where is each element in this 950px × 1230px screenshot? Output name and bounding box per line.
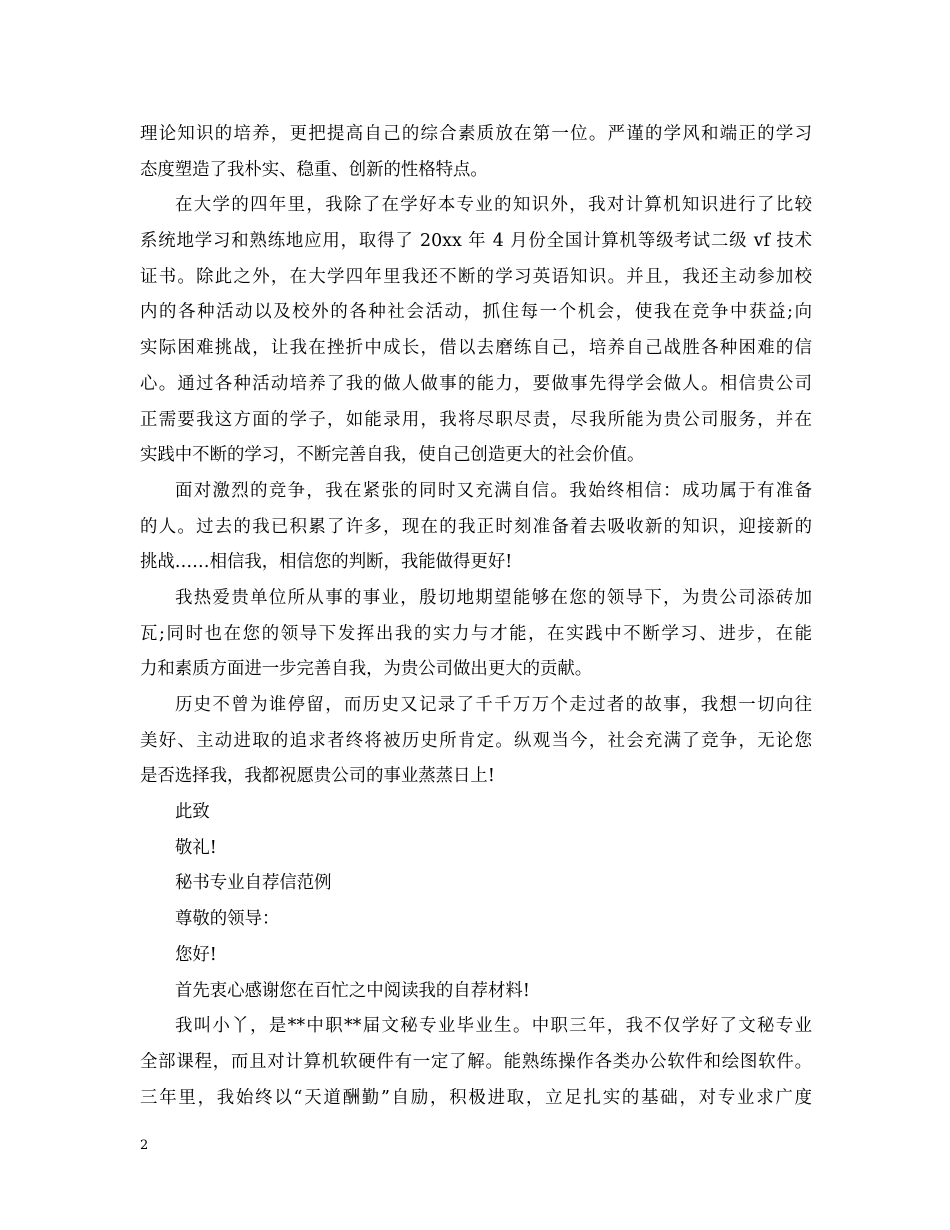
text-line: 是否选择我，我都祝愿贵公司的事业蒸蒸日上! — [140, 766, 495, 787]
text-line: 力和素质方面进一步完善自我，为贵公司做出更大的贡献。 — [140, 659, 593, 680]
text-line: 瓦;同时也在您的领导下发挥出我的实力与才能，在实践中不断学习、进步，在能 — [140, 623, 812, 644]
text-line: 心。通过各种活动培养了我的做人做事的能力，要做事先得学会做人。相信贵公司 — [140, 373, 812, 394]
text-line: 您好! — [175, 944, 217, 965]
text-line: 此致 — [175, 802, 210, 823]
text-line: 秘书专业自荐信范例 — [175, 873, 332, 894]
page-number: 2 — [140, 1138, 149, 1153]
text-line: 全部课程，而且对计算机软硬件有一定了解。能熟练操作各类办公软件和绘图软件。 — [140, 1051, 812, 1072]
text-line: 态度塑造了我朴实、稳重、创新的性格特点。 — [140, 159, 488, 180]
text-line: 我热爱贵单位所从事的事业，殷切地期望能够在您的领导下，为贵公司添砖加 — [175, 587, 812, 608]
text-line: 理论知识的培养，更把提高自己的综合素质放在第一位。严谨的学风和端正的学习 — [140, 124, 812, 144]
body-text — [140, 117, 812, 1116]
text-line: 面对激烈的竞争，我在紧张的同时又充满自信。我始终相信：成功属于有准备 — [175, 480, 812, 501]
text-line: 历史不曾为谁停留，而历史又记录了千千万万个走过者的故事，我想一切向往 — [175, 695, 812, 715]
text-line: 证书。除此之外，在大学四年里我还不断的学习英语知识。并且，我还主动参加校 — [140, 266, 812, 287]
text-line: 敬礼! — [175, 837, 217, 858]
text-line: 挑战……相信我，相信您的判断，我能做得更好! — [140, 552, 513, 573]
text-line: 我叫小丫，是**中职**届文秘专业毕业生。中职三年，我不仅学好了文秘专业 — [175, 1016, 812, 1037]
text-line: 实践中不断的学习，不断完善自我，使自己创造更大的社会价值。 — [140, 445, 645, 466]
text-line: 三年里，我始终以“天道酬勤”自励，积极进取，立足扎实的基础，对专业求广度 — [140, 1087, 812, 1108]
text-line: 正需要我这方面的学子，如能录用，我将尽职尽责，尽我所能为贵公司服务，并在 — [140, 409, 812, 430]
text-line: 实际困难挑战，让我在挫折中成长，借以去磨练自己，培养自己战胜各种困难的信 — [140, 338, 812, 359]
text-line: 的人。过去的我已积累了许多，现在的我正时刻准备着去吸收新的知识，迎接新的 — [140, 516, 812, 537]
text-line: 首先衷心感谢您在百忙之中阅读我的自荐材料! — [175, 980, 530, 1001]
text-line: 系统地学习和熟练地应用，取得了 20xx 年 4 月份全国计算机等级考试二级 vf 技术 — [140, 231, 812, 252]
text-line: 美好、主动进取的追求者终将被历史所肯定。纵观当今，社会充满了竞争，无论您 — [140, 730, 812, 751]
text-line: 在大学的四年里，我除了在学好本专业的知识外，我对计算机知识进行了比较 — [175, 195, 812, 216]
text-line: 尊敬的领导： — [175, 909, 280, 930]
text-line: 内的各种活动以及校外的各种社会活动，抓住每一个机会，使我在竞争中获益;向 — [140, 302, 812, 323]
